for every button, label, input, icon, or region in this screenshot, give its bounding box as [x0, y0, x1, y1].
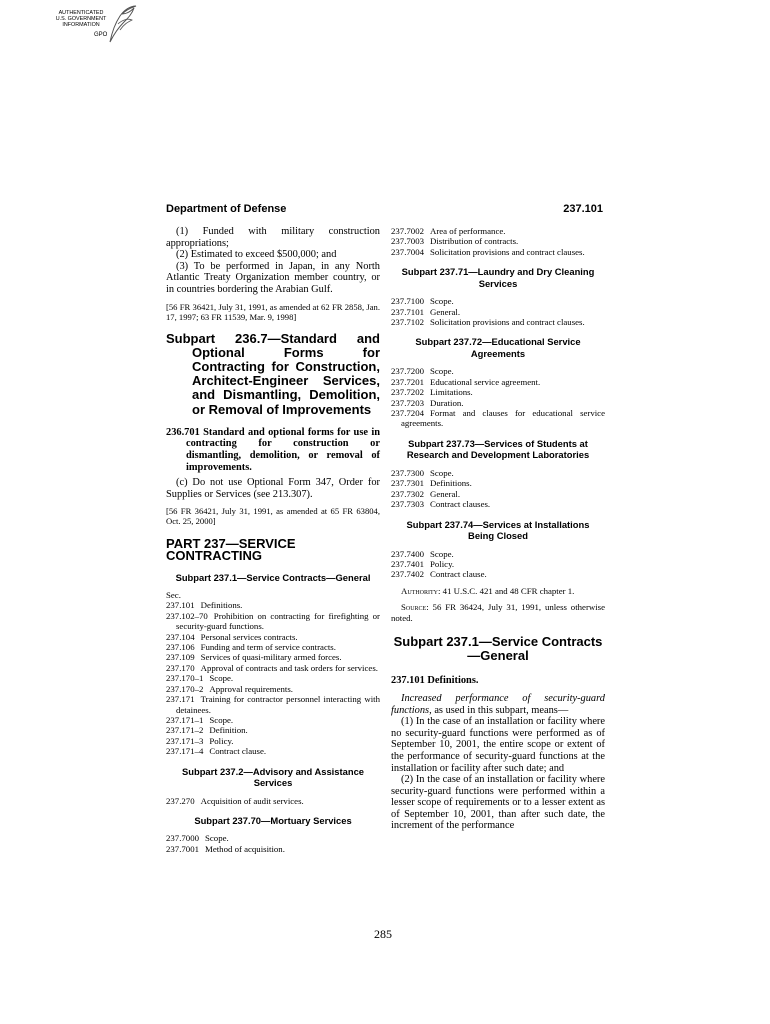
toc-section-title: Area of performance. [430, 226, 506, 236]
toc-section-number: 237.7300 [391, 467, 424, 478]
toc-entry [391, 569, 605, 579]
toc-section-title: Definitions. [200, 600, 243, 611]
toc-section-title: Training for contractor personnel interacting with detainees. [176, 694, 380, 715]
page-number: 285 [374, 927, 392, 941]
toc-entry [391, 559, 605, 569]
toc-section-number: 237.7203 [391, 397, 424, 408]
badge-line: AUTHENTICATED [58, 10, 104, 16]
toc-section-number: 237.171–2 [166, 725, 204, 736]
toc-section-title: Approval of contracts and task orders for services. [200, 662, 378, 673]
toc-section-number: 237.7302 [391, 488, 424, 499]
right-column [391, 226, 605, 832]
toc-section-number: 237.109 [166, 652, 195, 663]
toc-section-number: 237.7201 [391, 376, 424, 387]
toc-section-number: 237.7003 [391, 236, 424, 247]
running-head-section: 237.101 [563, 203, 603, 215]
toc-section-number: 237.7204 [391, 408, 424, 419]
toc-section-number: 237.106 [166, 642, 195, 653]
toc-section-title: Approval requirements. [209, 683, 293, 694]
toc-section-title: Contract clause. [430, 569, 487, 580]
toc-section-number: 237.104 [166, 631, 195, 642]
part-heading: PART 237—SERVICE CONTRACTING [166, 536, 296, 563]
definition-text: as used in this subpart, means— [434, 704, 569, 716]
toc-list [166, 833, 380, 854]
toc-section-title: Scope. [430, 548, 454, 559]
subpart-heading: Subpart 237.74—Services at Installations Being Closed [406, 518, 590, 541]
toc-section-title: Scope. [209, 714, 234, 725]
toc-section-title: Definition. [209, 725, 248, 736]
left-column [166, 226, 380, 854]
toc-section-number: 237.171–1 [166, 714, 204, 725]
toc-section-number: 237.7100 [391, 296, 424, 307]
gpo-authentication-badge [52, 4, 142, 46]
toc-entry [166, 796, 380, 806]
section-heading: 236.701 Standard and optional forms for use in contracting for construction or dismantling, demolition, or removal of improvements. [166, 426, 380, 473]
citation: [56 FR 36421, July 31, 1991, as amended at 62 FR 2858, Jan. 17, 1997; 63 FR 11539, Mar. 9, 1998] [166, 301, 380, 322]
subpart-heading: Subpart 237.70—Mortuary Services [194, 814, 352, 826]
toc-entry [391, 499, 605, 509]
toc-section-number: 237.7400 [391, 548, 424, 559]
definition-paragraph [391, 693, 605, 716]
toc-section-number: 237.170 [166, 662, 195, 673]
toc-section-title: Format and clauses for educational service agreements. [401, 408, 605, 429]
toc-entry [166, 833, 380, 843]
toc-entry [166, 715, 380, 725]
toc-section-title: Policy. [209, 735, 234, 746]
toc-entry [391, 468, 605, 478]
toc-section-number: 237.101 [166, 600, 195, 611]
toc-section-title: General. [430, 488, 461, 499]
toc-section-number: 237.7303 [391, 499, 424, 510]
paragraph: (c) Do not use Optional Form 347, Order for Supplies or Services (see 213.307). [166, 477, 380, 500]
toc-entry [166, 725, 380, 735]
toc-entry [391, 377, 605, 387]
toc-entry [166, 632, 380, 642]
toc-entry [166, 663, 380, 673]
toc-section-title: Contract clauses. [430, 499, 491, 510]
running-head [166, 203, 603, 219]
toc-section-number: 237.7202 [391, 387, 424, 398]
toc-section-title: Duration. [430, 397, 464, 408]
toc-section-title: Scope. [205, 833, 229, 844]
toc-section-number: 237.7000 [166, 833, 199, 844]
paragraph: (2) Estimated to exceed $500,000; and [176, 249, 337, 261]
toc-section-number: 237.7004 [391, 246, 424, 257]
subpart-heading: Subpart 237.72—Educational Service Agreements [415, 336, 581, 359]
toc-section-number: 237.7402 [391, 569, 424, 580]
toc-list [166, 796, 380, 806]
toc-section-number: 237.7102 [391, 317, 424, 328]
toc-entry [391, 296, 605, 306]
toc-section-title: Contract clause. [209, 746, 267, 757]
toc-section-number: 237.170–1 [166, 673, 204, 684]
subpart-heading: Subpart 237.1—Service Contracts—General [393, 633, 603, 664]
subpart-heading: Subpart 236.7—Standard and Optional Forms for Contracting for Construction, Architect-Engineer Services, and Dismantling, Demolition, or Removal of Improvements [166, 330, 380, 417]
toc-entry [166, 600, 380, 610]
source-label: Source: [401, 602, 429, 613]
section-heading: 237.101 Definitions. [391, 675, 479, 687]
toc-section-title: Scope. [430, 366, 454, 377]
gpo-label: GPO [94, 32, 108, 38]
toc-entry [391, 317, 605, 327]
toc-section-number: 237.170–2 [166, 683, 204, 694]
toc-entry [166, 694, 380, 715]
badge-text [52, 10, 110, 29]
toc-entry [166, 746, 380, 756]
toc-entry [166, 844, 380, 854]
toc-list [391, 226, 605, 257]
subpart-heading: Subpart 237.2—Advisory and Assistance Services [181, 765, 364, 789]
source-note [391, 602, 605, 623]
eagle-icon [104, 4, 140, 46]
toc-section-number: 237.7101 [391, 306, 424, 317]
toc-section-title: General. [430, 306, 461, 317]
citation: [56 FR 36421, July 31, 1991, as amended at 65 FR 63804, Oct. 25, 2000] [166, 506, 380, 527]
toc-section-number: 237.7001 [166, 843, 199, 854]
toc-section-title: Limitations. [430, 387, 473, 398]
toc-section-title: Policy. [430, 558, 455, 569]
toc-section-number: 237.171 [166, 694, 195, 705]
toc-entry [391, 398, 605, 408]
authority-note [391, 586, 605, 596]
toc-section-title: Method of acquisition. [205, 843, 285, 854]
toc-list [391, 549, 605, 580]
toc-entry [391, 307, 605, 317]
toc-section-title: Funding and term of service contracts. [200, 642, 336, 653]
subpart-heading: Subpart 237.73—Services of Students at Research and Development Laboratories [406, 437, 590, 461]
subpart-heading: Subpart 237.1—Service Contracts—General [175, 571, 371, 583]
toc-entry [166, 673, 380, 683]
toc-section-number: 237.270 [166, 795, 195, 806]
toc-entry [166, 736, 380, 746]
toc-entry [391, 247, 605, 257]
toc-list [391, 366, 605, 428]
toc-entry [166, 642, 380, 652]
paragraph: (2) In the case of an installation or facility where security-guard functions were performed within a lesser scope of requirements or to a lesser extent as of September 10, 2001, than after such date, the increment of the performance [391, 774, 605, 832]
toc-entry [391, 549, 605, 559]
toc-list [391, 468, 605, 510]
table-of-contents [166, 590, 380, 757]
toc-entry [166, 684, 380, 694]
toc-list [391, 296, 605, 327]
toc-section-title: Solicitation provisions and contract clauses. [430, 246, 585, 257]
toc-section-title: Personal services contracts. [200, 631, 298, 642]
toc-section-title: Scope. [209, 673, 234, 684]
toc-entry [391, 408, 605, 429]
toc-entry [391, 366, 605, 376]
running-head-agency: Department of Defense [166, 203, 287, 215]
toc-section-title: Distribution of contracts. [430, 236, 519, 247]
badge-line: U.S. GOVERNMENT [55, 16, 107, 23]
badge-line: INFORMATION [62, 22, 100, 29]
toc-section-number: 237.171–4 [166, 746, 204, 757]
toc-section-title: Educational service agreement. [430, 376, 541, 387]
toc-entry [391, 478, 605, 488]
toc-section-number: 237.7200 [391, 366, 424, 377]
toc-entry [391, 387, 605, 397]
toc-section-title: Solicitation provisions and contract clauses. [430, 317, 585, 328]
toc-entry [391, 236, 605, 246]
toc-entry [391, 226, 605, 236]
toc-section-title: Services of quasi-military armed forces. [200, 652, 342, 663]
toc-section-title: Definitions. [430, 478, 472, 489]
toc-section-number: 237.7002 [391, 226, 424, 236]
toc-entry [166, 652, 380, 662]
toc-entry [391, 489, 605, 499]
toc-sec-label: Sec. [166, 590, 181, 601]
paragraph: (3) To be performed in Japan, in any North Atlantic Treaty Organization member country, or in countries bordering the Arabian Gulf. [166, 260, 380, 295]
toc-section-title: Scope. [430, 296, 454, 307]
toc-section-number: 237.171–3 [166, 735, 204, 746]
paragraph: (1) In the case of an installation or facility where no security-guard functions were performed as of September 10, 2001, the entire scope or extent of the performance of security-guard functions at the installation or facility after such date; and [391, 716, 605, 774]
source-text: 56 FR 36424, July 31, 1991, unless otherwise noted. [391, 602, 605, 623]
authority-text: 41 U.S.C. 421 and 48 CFR chapter 1. [442, 585, 575, 596]
toc-entry [166, 611, 380, 632]
toc-list [166, 600, 380, 756]
toc-section-title: Prohibition on contracting for firefighting or security-guard functions. [176, 610, 380, 632]
paragraph: (1) Funded with military construction appropriations; [166, 226, 380, 249]
toc-section-title: Scope. [430, 467, 454, 478]
toc-section-title: Acquisition of audit services. [200, 795, 304, 806]
authority-label: Authority: [401, 585, 441, 596]
toc-section-number: 237.7401 [391, 558, 424, 569]
toc-section-number: 237.7301 [391, 478, 424, 489]
subpart-heading: Subpart 237.71—Laundry and Dry Cleaning Services [401, 266, 595, 289]
defined-term: Increased performance of security-guard functions, [391, 692, 605, 716]
toc-section-number: 237.102–70 [166, 610, 208, 621]
